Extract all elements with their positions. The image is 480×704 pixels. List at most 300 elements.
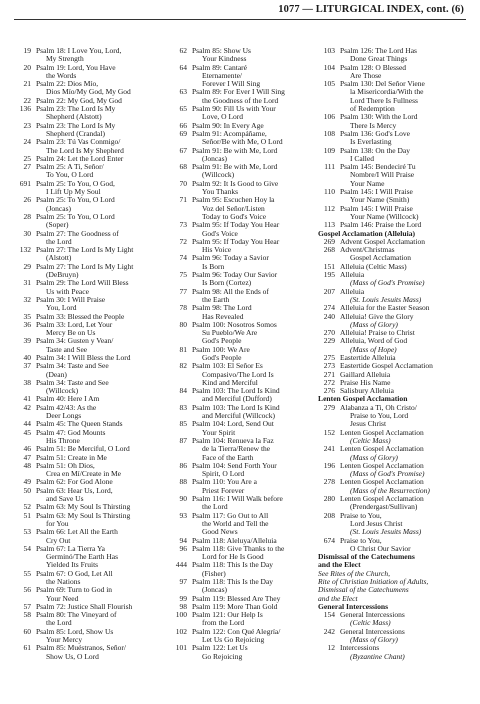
hymn-number: 85 xyxy=(179,419,187,429)
entry-line: Psalm 121: Our Help Is xyxy=(192,610,263,620)
hymn-number: 274 xyxy=(323,303,335,313)
index-entry xyxy=(14,64,166,81)
hymn-number: 31 xyxy=(23,278,31,288)
index-entry xyxy=(170,196,322,221)
entry-line: Today to God's Voice xyxy=(202,211,267,221)
entry-line: of Redemption xyxy=(350,104,395,114)
hymn-number: 82 xyxy=(179,361,187,371)
hymn-number: 32 xyxy=(23,294,31,304)
entry-line: Psalm 103: The Lord Is Kind xyxy=(192,386,280,396)
hymn-number: 56 xyxy=(23,585,31,595)
entry-line: Psalm 33: Lord, Let Your xyxy=(36,319,113,329)
entry-line: Your Need xyxy=(46,593,79,603)
entry-line: (Fisher) xyxy=(202,568,226,578)
index-entry xyxy=(318,163,478,188)
entry-line: Psalm 130: Del Señor Viene xyxy=(340,79,425,89)
entry-line: Voz del Señor/Listen xyxy=(202,203,265,213)
index-entry xyxy=(170,346,322,363)
entry-line: My Strength xyxy=(46,54,84,64)
index-entry xyxy=(170,88,322,105)
index-entry xyxy=(170,105,322,122)
index-entry xyxy=(14,545,166,570)
entry-title xyxy=(340,313,478,330)
entry-line: Cry Out xyxy=(46,535,71,545)
entry-title xyxy=(192,611,322,628)
entry-title xyxy=(192,47,322,64)
hymn-number: 65 xyxy=(179,104,187,114)
index-entry xyxy=(318,313,478,330)
hymn-number: 270 xyxy=(323,328,335,338)
index-entry xyxy=(14,196,166,213)
entry-line: Psalm 27: The Lord Is My Light xyxy=(36,245,134,255)
entry-line: Lord There Is Fullness xyxy=(350,95,418,105)
index-entry xyxy=(14,213,166,230)
hymn-number: 93 xyxy=(179,510,187,520)
hymn-number: 444 xyxy=(175,560,187,570)
entry-line: Psalm 136: God's Love xyxy=(340,128,410,138)
section-heading: Dismissal of the Catechumens xyxy=(318,552,415,562)
hymn-number: 46 xyxy=(23,444,31,454)
entry-title xyxy=(192,478,322,495)
index-entry xyxy=(170,404,322,421)
hymn-number: 21 xyxy=(23,79,31,89)
entry-line: Done Great Things xyxy=(350,54,408,64)
entry-title xyxy=(340,495,478,512)
hymn-number: 19 xyxy=(23,46,31,55)
hymn-number: 35 xyxy=(23,311,31,321)
entry-line: Psalm 110: You Are a xyxy=(192,477,257,487)
hymn-number: 78 xyxy=(179,303,187,313)
entry-line: Psalm 25: To You, O Lord xyxy=(36,195,115,205)
index-entry xyxy=(14,80,166,97)
entry-line: Psalm 47: God Mounts xyxy=(36,427,106,437)
hymn-number: 51 xyxy=(23,510,31,520)
index-entry xyxy=(14,122,166,139)
entry-title xyxy=(36,644,166,661)
entry-line: Psalm 98: The Lord xyxy=(192,303,252,313)
entry-title xyxy=(36,362,166,379)
entry-line: You, Lord xyxy=(46,303,77,313)
entry-line: (Prendergast/Sullivan) xyxy=(350,502,418,512)
entry-title xyxy=(192,254,322,271)
entry-line: (Joncas) xyxy=(202,585,227,595)
entry-title xyxy=(340,47,478,64)
entry-line: Psalm 22: My God, My God xyxy=(36,95,122,105)
entry-line: Señor/Be with Me, O Lord xyxy=(202,137,283,147)
entry-title xyxy=(192,88,322,105)
entry-line: Psalm 23: The Lord Is My xyxy=(36,120,116,130)
entry-title xyxy=(192,404,322,421)
hymn-number: 71 xyxy=(179,195,187,205)
entry-line: Mercy Be on Us xyxy=(46,328,96,338)
entry-line: Psalm 30: I Will Praise xyxy=(36,294,106,304)
entry-line: (Alstott) xyxy=(46,253,72,263)
index-entry xyxy=(318,644,478,661)
index-entry xyxy=(170,321,322,346)
index-entry xyxy=(14,180,166,197)
index-entry xyxy=(318,271,478,288)
index-entry xyxy=(318,611,478,628)
hymn-number: 20 xyxy=(23,62,31,72)
index-entry xyxy=(14,611,166,628)
entry-title xyxy=(36,462,166,479)
entry-line: (Byzantine Chant) xyxy=(350,651,405,661)
entry-title xyxy=(192,130,322,147)
entry-line: (Mass of God's Promise) xyxy=(350,469,425,479)
entry-line: Psalm 33: Blessed the People xyxy=(36,311,125,321)
entry-line: Lenten Gospel Acclamation xyxy=(340,427,424,437)
entry-line: Psalm 91: Acompáñame, xyxy=(192,128,267,138)
hymn-number: 49 xyxy=(23,477,31,487)
entry-line: Psalm 100: Nosotros Somos xyxy=(192,319,277,329)
hymn-number: 98 xyxy=(179,601,187,611)
entry-line: Lenten Gospel Acclamation xyxy=(340,460,424,470)
entry-title xyxy=(340,205,478,222)
hymn-number: 44 xyxy=(23,419,31,429)
entry-line: Praise to You, xyxy=(340,535,382,545)
index-entry xyxy=(170,545,322,562)
entry-line: Is Born xyxy=(202,261,225,271)
entry-line: Alleluia, Word of God xyxy=(340,336,408,346)
entry-line: Psalm 42/43: As the xyxy=(36,402,97,412)
entry-title xyxy=(340,271,478,288)
entry-title xyxy=(36,138,166,155)
entry-title xyxy=(340,80,478,113)
entry-line: Crea en Mí/Create in Me xyxy=(46,469,121,479)
entry-line: the Earth xyxy=(202,294,230,304)
entry-line: Alleluia (Celtic Mass) xyxy=(340,261,407,271)
index-entry xyxy=(170,578,322,595)
entry-title xyxy=(36,196,166,213)
hymn-number: 275 xyxy=(323,352,335,362)
entry-line: His Throne xyxy=(46,435,80,445)
entry-line: Psalm 95: Escuchen Hoy la xyxy=(192,195,275,205)
entry-line: General Intercessions xyxy=(340,626,405,636)
entry-title xyxy=(340,644,478,661)
entry-line: Priest Forever xyxy=(202,485,245,495)
entry-line: Your Name (Willcock) xyxy=(350,211,419,221)
entry-line: Alabanza a Ti, Oh Cristo/ xyxy=(340,402,417,412)
hymn-number: 86 xyxy=(179,460,187,470)
entry-line: (Celtic Mass) xyxy=(350,618,391,628)
entry-line: Gospel Acclamation xyxy=(350,253,412,263)
entry-title xyxy=(340,628,478,645)
entry-title xyxy=(192,462,322,479)
entry-title xyxy=(340,478,478,495)
entry-line: Psalm 104: Lord, Send Out xyxy=(192,419,274,429)
entry-line: de la Tierra/Renew the xyxy=(202,444,271,454)
entry-line: (Joncas) xyxy=(46,203,71,213)
index-entry xyxy=(170,495,322,512)
entry-line: I Lift Up My Soul xyxy=(46,187,101,197)
entry-line: Psalm 118: This Is the Day xyxy=(192,577,274,586)
entry-title xyxy=(340,462,478,479)
entry-line: Psalm 51: Be Merciful, O Lord xyxy=(36,444,130,454)
hymn-number: 25 xyxy=(23,153,31,163)
index-entry xyxy=(14,586,166,603)
entry-title xyxy=(340,445,478,462)
index-entry xyxy=(14,528,166,545)
hymn-number: 63 xyxy=(179,87,187,97)
entry-line: (Mass of the Resurrection) xyxy=(350,485,430,495)
entry-line: Eastertide Gospel Acclamation xyxy=(340,361,433,371)
entry-line: His Voice xyxy=(202,245,232,255)
entry-line: Psalm 92: It Is Good to Give xyxy=(192,178,279,188)
entry-line: and Save Us xyxy=(46,494,84,504)
index-entry xyxy=(14,296,166,313)
entry-title xyxy=(192,271,322,288)
entry-line: O Christ Our Savior xyxy=(350,543,411,553)
entry-line: the Lord xyxy=(46,618,72,628)
index-entry xyxy=(170,362,322,387)
entry-line: Psalm 25: To You, O Lord xyxy=(36,211,115,221)
section-heading: and the Elect xyxy=(318,560,361,570)
entry-line: Praise to You, xyxy=(340,510,382,520)
index-entry xyxy=(170,611,322,628)
hymn-number: 52 xyxy=(23,502,31,512)
entry-line: Praise His Name xyxy=(340,377,391,387)
section-heading: Gospel Acclamation (Alleluia) xyxy=(318,228,416,238)
entry-line: Psalm 40: Here I Am xyxy=(36,394,100,404)
cross-reference-note: Rite of Christian Initiation of Adults, xyxy=(318,577,429,586)
hymn-number: 94 xyxy=(179,535,187,545)
hymn-number: 77 xyxy=(179,286,187,296)
hymn-number: 29 xyxy=(23,261,31,271)
index-entry xyxy=(170,561,322,578)
entry-line: Psalm 85: Muéstranos, Señor/ xyxy=(36,643,126,653)
hymn-number: 241 xyxy=(323,444,335,454)
entry-line: Lenten Gospel Acclamation xyxy=(340,494,424,504)
index-entry xyxy=(170,221,322,238)
index-entry xyxy=(170,130,322,147)
index-entry xyxy=(14,628,166,645)
entry-line: Are Those xyxy=(350,70,382,80)
index-entry xyxy=(318,47,478,64)
entry-line: (Soper) xyxy=(46,220,69,230)
entry-title xyxy=(36,296,166,313)
entry-title xyxy=(192,362,322,387)
entry-line: (Celtic Mass) xyxy=(350,435,391,445)
hymn-number: 54 xyxy=(23,543,31,553)
index-entry xyxy=(170,462,322,479)
entry-title xyxy=(340,404,478,429)
entry-line: Alleluia xyxy=(340,286,365,296)
hymn-number: 196 xyxy=(323,460,335,470)
entry-line: (Mass of Glory) xyxy=(350,452,398,462)
index-entry xyxy=(14,321,166,338)
entry-title xyxy=(192,221,322,238)
entry-line: Psalm 34: Taste and See xyxy=(36,361,109,371)
entry-line: Psalm 66: Let All the Earth xyxy=(36,527,118,537)
index-entry xyxy=(14,163,166,180)
entry-title xyxy=(192,163,322,180)
hymn-number: 80 xyxy=(179,319,187,329)
index-entry xyxy=(14,263,166,280)
index-entry xyxy=(318,80,478,113)
index-column-2 xyxy=(170,47,322,661)
entry-line: Psalm 104: Send Forth Your xyxy=(192,460,277,470)
entry-line: (Willcock) xyxy=(46,386,79,396)
hymn-number: 84 xyxy=(179,386,187,396)
index-entry xyxy=(318,495,478,512)
entry-line: Eastertide Alleluia xyxy=(340,352,396,362)
entry-line: Is Everlasting xyxy=(350,137,392,147)
entry-line: Psalm 96: Today Our Savior xyxy=(192,270,278,280)
hymn-number: 61 xyxy=(23,643,31,653)
hymn-number: 280 xyxy=(323,494,335,504)
entry-title xyxy=(340,113,478,130)
entry-line: Psalm 29: The Lord Will Bless xyxy=(36,278,129,288)
entry-line: General Intercessions xyxy=(340,610,405,620)
entry-title xyxy=(36,105,166,122)
entry-title xyxy=(192,64,322,89)
entry-title xyxy=(192,238,322,255)
entry-line: Lord Jesus Christ xyxy=(350,518,403,528)
entry-line: Alleluia! Give the Glory xyxy=(340,311,414,321)
entry-line: Intercessions xyxy=(340,643,380,653)
entry-line: (Dean) xyxy=(46,369,67,379)
hymn-number: 27 xyxy=(23,162,31,172)
index-entry xyxy=(14,138,166,155)
hymn-number: 109 xyxy=(323,145,335,155)
entry-title xyxy=(192,147,322,164)
entry-title xyxy=(36,263,166,280)
index-entry xyxy=(318,147,478,164)
hymn-number: 279 xyxy=(323,402,335,412)
entry-line: God's People xyxy=(202,336,242,346)
hymn-number: 72 xyxy=(179,236,187,246)
hymn-number: 207 xyxy=(323,286,335,296)
hymn-number: 58 xyxy=(23,610,31,620)
entry-line: Psalm 118: Give Thanks to the xyxy=(192,543,285,553)
entry-line: the Words xyxy=(46,70,77,80)
hymn-number: 45 xyxy=(23,427,31,437)
index-entry xyxy=(14,379,166,396)
entry-line: (Joncas) xyxy=(202,153,227,163)
hymn-number: 30 xyxy=(23,228,31,238)
hymn-number: 151 xyxy=(323,261,335,271)
index-entry xyxy=(170,147,322,164)
entry-line: Your Spirit xyxy=(202,427,236,437)
entry-line: Lenten Gospel Acclamation xyxy=(340,477,424,487)
entry-title xyxy=(340,130,478,147)
entry-line: Psalm 27: The Goodness of xyxy=(36,228,119,238)
entry-title xyxy=(192,387,322,404)
hymn-number: 47 xyxy=(23,452,31,462)
entry-line: Spirit, O Lord xyxy=(202,469,245,479)
index-entry xyxy=(14,279,166,296)
entry-line: the Nations xyxy=(46,577,81,586)
entry-line: God's People xyxy=(202,352,242,362)
index-entry xyxy=(318,337,478,354)
entry-title xyxy=(192,105,322,122)
entry-line: Good News xyxy=(202,527,238,537)
entry-line: (Mass of Glory) xyxy=(350,319,398,329)
index-entry xyxy=(170,304,322,321)
entry-line: Psalm 122: Let Us xyxy=(192,643,248,653)
entry-line: Psalm 24: Let the Lord Enter xyxy=(36,153,124,163)
entry-line: Lenten Gospel Acclamation xyxy=(340,444,424,454)
entry-title xyxy=(192,578,322,595)
hymn-number: 269 xyxy=(323,236,335,246)
entry-line: Psalm 89: For Ever I Will Sing xyxy=(192,87,285,97)
entry-line: Advent/Christmas xyxy=(340,245,395,255)
entry-title xyxy=(36,429,166,446)
hymn-number: 195 xyxy=(323,270,335,280)
entry-title xyxy=(36,337,166,354)
entry-line: Shepherd (Alstott) xyxy=(46,112,102,122)
index-entry xyxy=(318,462,478,479)
entry-line: Psalm 122: Con Qué Alegría/ xyxy=(192,626,281,636)
entry-title xyxy=(340,246,478,263)
entry-title xyxy=(36,80,166,97)
hymn-number: 152 xyxy=(323,427,335,437)
entry-line: Alleluia! Praise to Christ xyxy=(340,328,415,338)
entry-line: Nombre/I Will Praise xyxy=(350,170,415,180)
index-entry xyxy=(170,254,322,271)
index-column-1 xyxy=(14,47,166,661)
entry-line: Psalm 104: Renueva la Faz xyxy=(192,435,274,445)
entry-line: the Lord xyxy=(46,236,72,246)
hymn-number: 74 xyxy=(179,253,187,263)
hymn-number: 22 xyxy=(23,95,31,105)
entry-line: Psalm 85: Show Us xyxy=(192,46,251,55)
hymn-number: 40 xyxy=(23,352,31,362)
index-entry xyxy=(170,644,322,661)
entry-line: Alleluia xyxy=(340,270,365,280)
index-entry xyxy=(14,230,166,247)
hymn-number: 39 xyxy=(23,336,31,346)
index-entry xyxy=(170,64,322,89)
index-entry xyxy=(170,288,322,305)
entry-line: la Misericordia/With the xyxy=(350,87,424,97)
entry-title xyxy=(340,429,478,446)
entry-title xyxy=(340,163,478,188)
entry-line: Psalm 85: Lord, Show Us xyxy=(36,626,114,636)
entry-line: the World and Tell the xyxy=(202,518,269,528)
index-entry xyxy=(318,445,478,462)
entry-line: Your Kindness xyxy=(202,54,247,64)
entry-line: Psalm 119: Blessed Are They xyxy=(192,593,281,603)
index-entry xyxy=(14,246,166,263)
index-entry xyxy=(14,512,166,529)
entry-line: Eternamente/ xyxy=(202,70,242,80)
entry-title xyxy=(36,545,166,570)
index-entry xyxy=(14,337,166,354)
entry-line: Gaillard Alleluia xyxy=(340,369,391,379)
entry-line: Shepherd (Crandal) xyxy=(46,128,105,138)
entry-title xyxy=(36,230,166,247)
entry-line: Psalm 95: If Today You Hear xyxy=(192,236,280,246)
hymn-number: 278 xyxy=(323,477,335,487)
hymn-number: 88 xyxy=(179,477,187,487)
entry-line: (Mass of God's Promise) xyxy=(350,278,425,288)
entry-line: Advent Gospel Acclamation xyxy=(340,236,425,246)
hymn-number: 48 xyxy=(23,460,31,470)
entry-line: Psalm 62: For God Alone xyxy=(36,477,113,487)
hymn-number: 272 xyxy=(323,377,335,387)
index-entry xyxy=(170,47,322,64)
index-column-3 xyxy=(318,47,478,661)
index-entry xyxy=(170,163,322,180)
entry-line: Psalm 119: More Than Gold xyxy=(192,601,278,611)
hymn-number: 90 xyxy=(179,494,187,504)
index-entry xyxy=(170,387,322,404)
entry-title xyxy=(36,512,166,529)
entry-line: Forever I Will Sing xyxy=(202,79,261,89)
entry-line: Psalm 25: To You, O God, xyxy=(36,178,115,188)
entry-title xyxy=(340,147,478,164)
